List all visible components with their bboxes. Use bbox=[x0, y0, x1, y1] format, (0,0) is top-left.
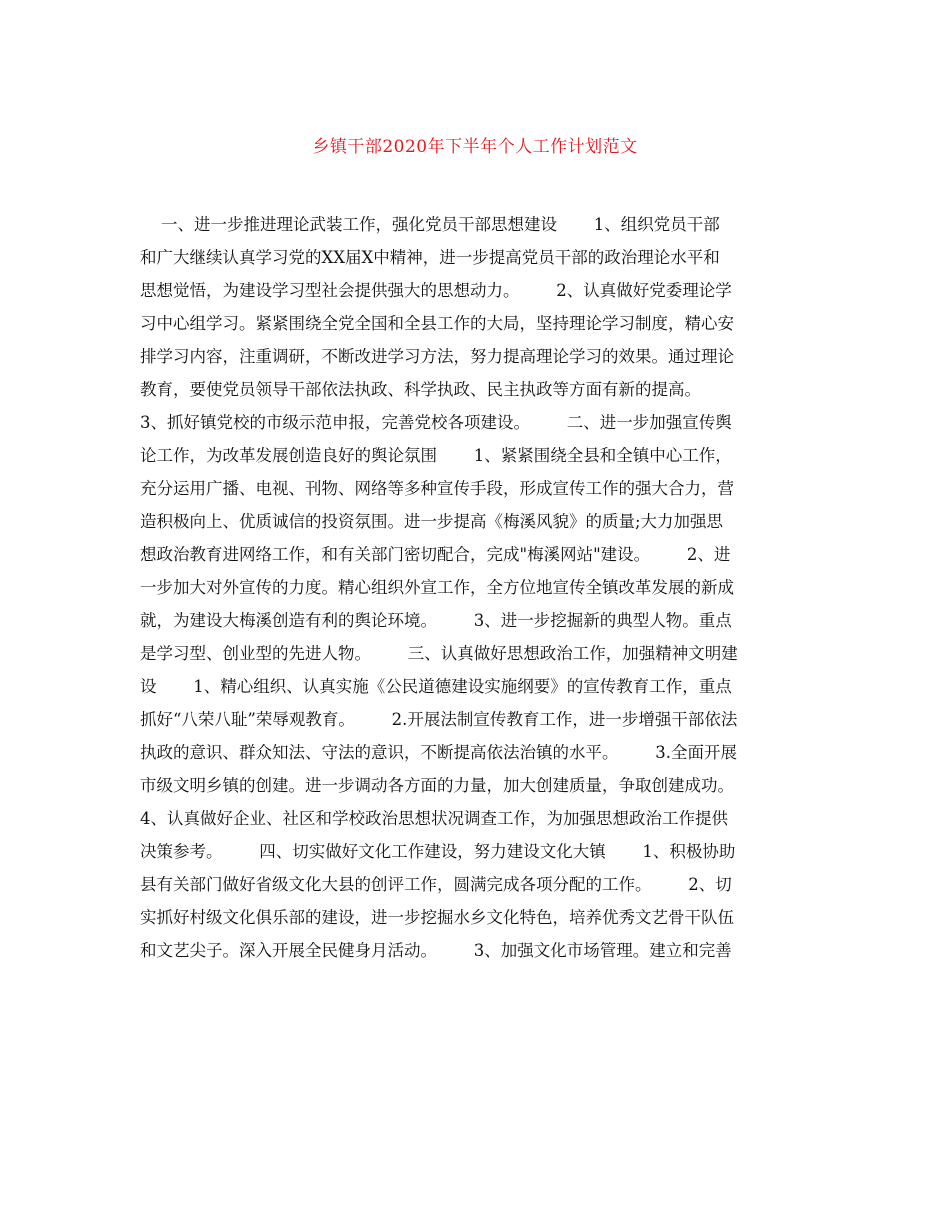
document-body bbox=[140, 208, 812, 967]
body-line: 想政治教育进网络工作，和有关部门密切配合，完成"梅溪网站"建设。 2、进 bbox=[140, 545, 731, 564]
body-line: 一步加大对外宣传的力度。精心组织外宣工作，全方位地宣传全镇改革发展的新成 bbox=[140, 578, 734, 597]
body-line: 论工作，为改革发展创造良好的舆论氛围 1、紧紧围绕全县和全镇中心工作， bbox=[140, 446, 732, 465]
body-line: 市级文明乡镇的创建。进一步调动各方面的力量，加大创建质量，争取创建成功。 bbox=[140, 776, 734, 795]
body-line: 和广大继续认真学习党的XX届X中精神，进一步提高党员干部的政治理论水平和 bbox=[140, 248, 720, 267]
body-line: 教育，要使党员领导干部依法执政、科学执政、民主执政等方面有新的提高。 bbox=[140, 380, 701, 399]
body-line: 抓好“八荣八耻”荣辱观教育。 2.开展法制宣传教育工作，进一步增强干部依法 bbox=[140, 710, 738, 729]
body-line: 3、抓好镇党校的市级示范申报，完善党校各项建设。 二、进一步加强宣传舆 bbox=[140, 413, 732, 432]
body-line: 充分运用广播、电视、刊物、网络等多种宣传手段，形成宣传工作的强大合力，营 bbox=[140, 479, 734, 498]
body-line: 就，为建设大梅溪创造有利的舆论环境。 3、进一步挖掘新的典型人物。重点 bbox=[140, 611, 732, 630]
body-line: 习中心组学习。紧紧围绕全党全国和全县工作的大局，坚持理论学习制度，精心安 bbox=[140, 314, 734, 333]
body-line: 执政的意识、群众知法、守法的意识，不断提高依法治镇的水平。 3.全面开展 bbox=[140, 743, 737, 762]
body-line: 一、进一步推进理论武装工作，强化党员干部思想建设 1、组织党员干部 bbox=[140, 215, 720, 234]
document-title: 乡镇干部2020年下半年个人工作计划范文 bbox=[312, 137, 638, 157]
body-line: 实抓好村级文化俱乐部的建设，进一步挖掘水乡文化特色，培养优秀文艺骨干队伍 bbox=[140, 908, 734, 927]
body-line: 思想觉悟，为建设学习型社会提供强大的思想动力。 2、认真做好党委理论学 bbox=[140, 281, 732, 300]
body-line: 和文艺尖子。深入开展全民健身月活动。 3、加强文化市场管理。建立和完善 bbox=[140, 941, 732, 960]
body-line: 4、认真做好企业、社区和学校政治思想状况调查工作，为加强思想政治工作提供 bbox=[140, 809, 728, 828]
body-line: 县有关部门做好省级文化大县的创评工作，圆满完成各项分配的工作。 2、切 bbox=[140, 875, 732, 894]
body-line: 造积极向上、优质诚信的投资氛围。进一步提高《梅溪风貌》的质量;大力加强思 bbox=[140, 512, 724, 531]
body-line: 设 1、精心组织、认真实施《公民道德建设实施纲要》的宣传教育工作，重点 bbox=[140, 677, 732, 696]
body-line: 是学习型、创业型的先进人物。 三、认真做好思想政治工作，加强精神文明建 bbox=[140, 644, 738, 663]
body-line: 决策参考。 四、切实做好文化工作建设，努力建设文化大镇 1、积极协助 bbox=[140, 842, 736, 861]
body-line: 排学习内容，注重调研，不断改进学习方法，努力提高理论学习的效果。通过理论 bbox=[140, 347, 734, 366]
